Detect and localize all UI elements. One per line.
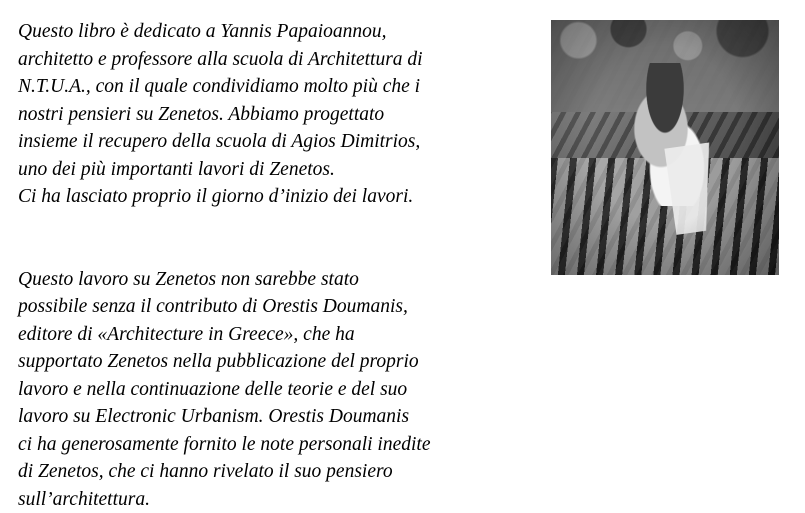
text-line: lavoro e nella continuazione delle teorie e del suo — [18, 376, 538, 404]
text-line: di Zenetos, che ci hanno rivelato il suo pensiero — [18, 458, 538, 486]
paragraph-acknowledgements — [18, 266, 538, 513]
text-line: Questo libro è dedicato a Yannis Papaioannou, — [18, 18, 538, 46]
text-column — [18, 18, 538, 513]
text-line: supportato Zenetos nella pubblicazione del proprio — [18, 348, 538, 376]
text-line: editore di «Architecture in Greece», che ha — [18, 321, 538, 349]
text-line: architetto e professore alla scuola di Architettura di — [18, 46, 538, 74]
text-line: sull’architettura. — [18, 486, 538, 513]
text-line: nostri pensieri su Zenetos. Abbiamo progettato — [18, 101, 538, 129]
paragraph-dedication — [18, 18, 538, 211]
text-line: possibile senza il contributo di Orestis Doumanis, — [18, 293, 538, 321]
photograph — [551, 20, 779, 275]
text-line: uno dei più importanti lavori di Zenetos. — [18, 156, 538, 184]
text-line: Questo lavoro su Zenetos non sarebbe stato — [18, 266, 538, 294]
text-line: N.T.U.A., con il quale condividiamo molto più che i — [18, 73, 538, 101]
text-line: ci ha generosamente fornito le note personali inedite — [18, 431, 538, 459]
text-line: lavoro su Electronic Urbanism. Orestis Doumanis — [18, 403, 538, 431]
photo-vignette — [551, 20, 779, 275]
paragraph-spacer — [18, 211, 538, 266]
text-line: insieme il recupero della scuola di Agios Dimitrios, — [18, 128, 538, 156]
text-line: Ci ha lasciato proprio il giorno d’inizio dei lavori. — [18, 183, 538, 211]
